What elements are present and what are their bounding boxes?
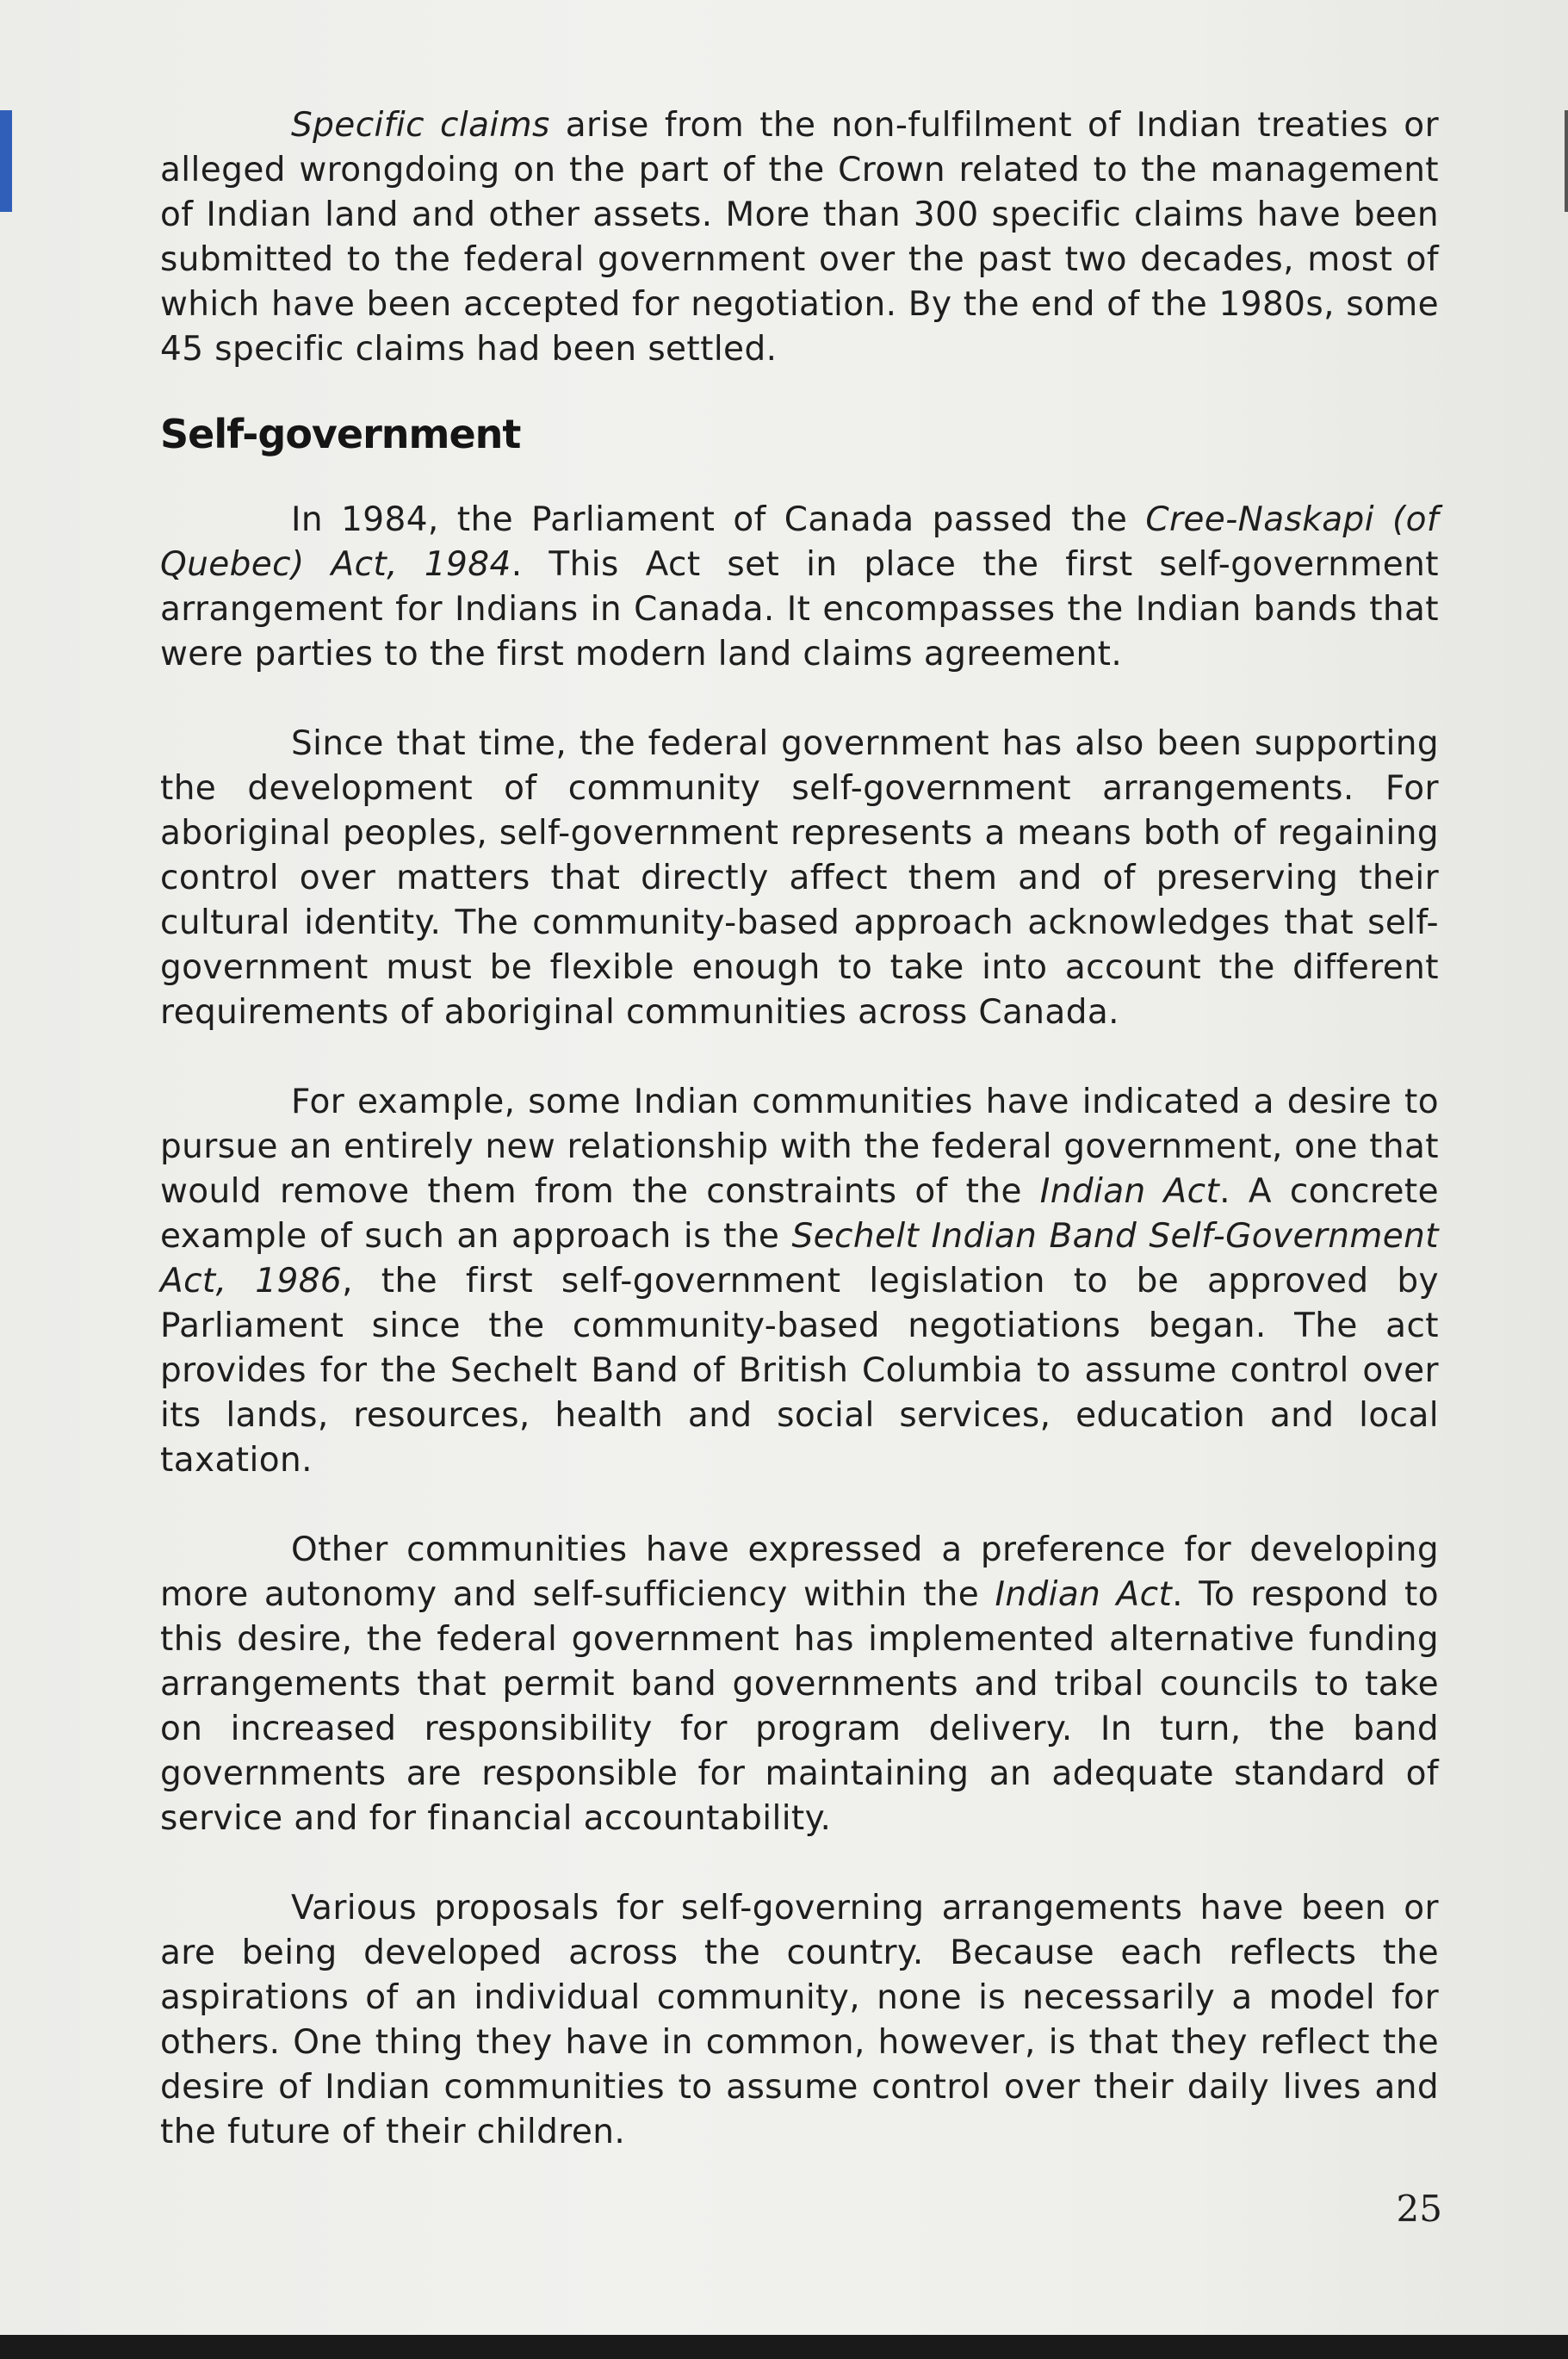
italic-text-run: Specific claims xyxy=(291,106,550,145)
text-run: Various proposals for self-governing arrangements have been or are being developed across the country. Because each reflects the aspirations of an individual community, none is necessarily a model for others. One thing they have in common, however, is that they reflect the desire of Indian communities to assume control over their daily lives and the future of their children. xyxy=(160,1889,1439,2151)
text-run: In 1984, the Parliament of Canada passed the xyxy=(291,500,1146,539)
page-number: 25 xyxy=(1396,2188,1442,2230)
text-run: . A concrete example of such an approach is the xyxy=(160,1172,1439,1256)
page-body xyxy=(160,103,1439,2155)
bottom-shadow-band xyxy=(0,2335,1568,2359)
italic-text-run: Sechelt Indian Band Self-Government Act, 1986 xyxy=(160,1217,1439,1301)
paragraph-specific-claims xyxy=(160,103,1439,372)
paragraph-sechelt xyxy=(160,1080,1439,1483)
text-run: , the first self-government legislation to be approved by Parliament since the community-based negotiations began. The act provides for the Sechelt Band of British Columbia to assume control over its lands, resources, health and social services, education and local taxation. xyxy=(160,1262,1439,1480)
section-heading: Self-government xyxy=(160,411,521,457)
page-edge-tab xyxy=(0,110,12,212)
paragraph-alternative-funding xyxy=(160,1528,1439,1841)
page-edge-mark xyxy=(1565,110,1568,212)
italic-text-run: Indian Act xyxy=(995,1575,1173,1614)
text-run: For example, some Indian communities have indicated a desire to pursue an entirely new relationship with the federal government, one that would remove them from the constraints of the xyxy=(160,1083,1439,1211)
text-run: arise from the non-fulfilment of Indian treaties or alleged wrongdoing on the part of the Crown related to the management of Indian land and other assets. More than 300 specific claims have been submitted to the federal government over the past two decades, most of which have been accepted for negotiation. By the end of the 1980s, some 45 specific claims had been settled. xyxy=(160,106,1439,369)
italic-text-run: Cree-Naskapi (of Quebec) Act, 1984 xyxy=(160,500,1439,584)
text-run: Since that time, the federal government has also been supporting the development of community self-government arrangements. For aboriginal peoples, self-government represents a means both of regaining control over matters that directly affect them and of preserving their cultural identity. The community-based approach acknowledges that self-government must be flexible enough to take into account the different requirements of aboriginal communities across Canada. xyxy=(160,724,1439,1032)
paragraph-various-proposals xyxy=(160,1886,1439,2155)
text-run: . This Act set in place the first self-government arrangement for Indians in Canada. It encompasses the Indian bands that were parties to the first modern land claims agreement. xyxy=(160,545,1439,674)
text-run: . To respond to this desire, the federal government has implemented alternative funding arrangements that permit band governments and tribal councils to take on increased responsibility for program delivery. In turn, the band governments are responsible for maintaining an adequate standard of service and for financial accountability. xyxy=(160,1575,1439,1838)
paragraph-cree-naskapi xyxy=(160,498,1439,677)
italic-text-run: Indian Act xyxy=(1039,1172,1220,1211)
paragraph-community-development xyxy=(160,722,1439,1035)
text-run: Other communities have expressed a preference for developing more autonomy and self-sufficiency within the xyxy=(160,1530,1439,1614)
